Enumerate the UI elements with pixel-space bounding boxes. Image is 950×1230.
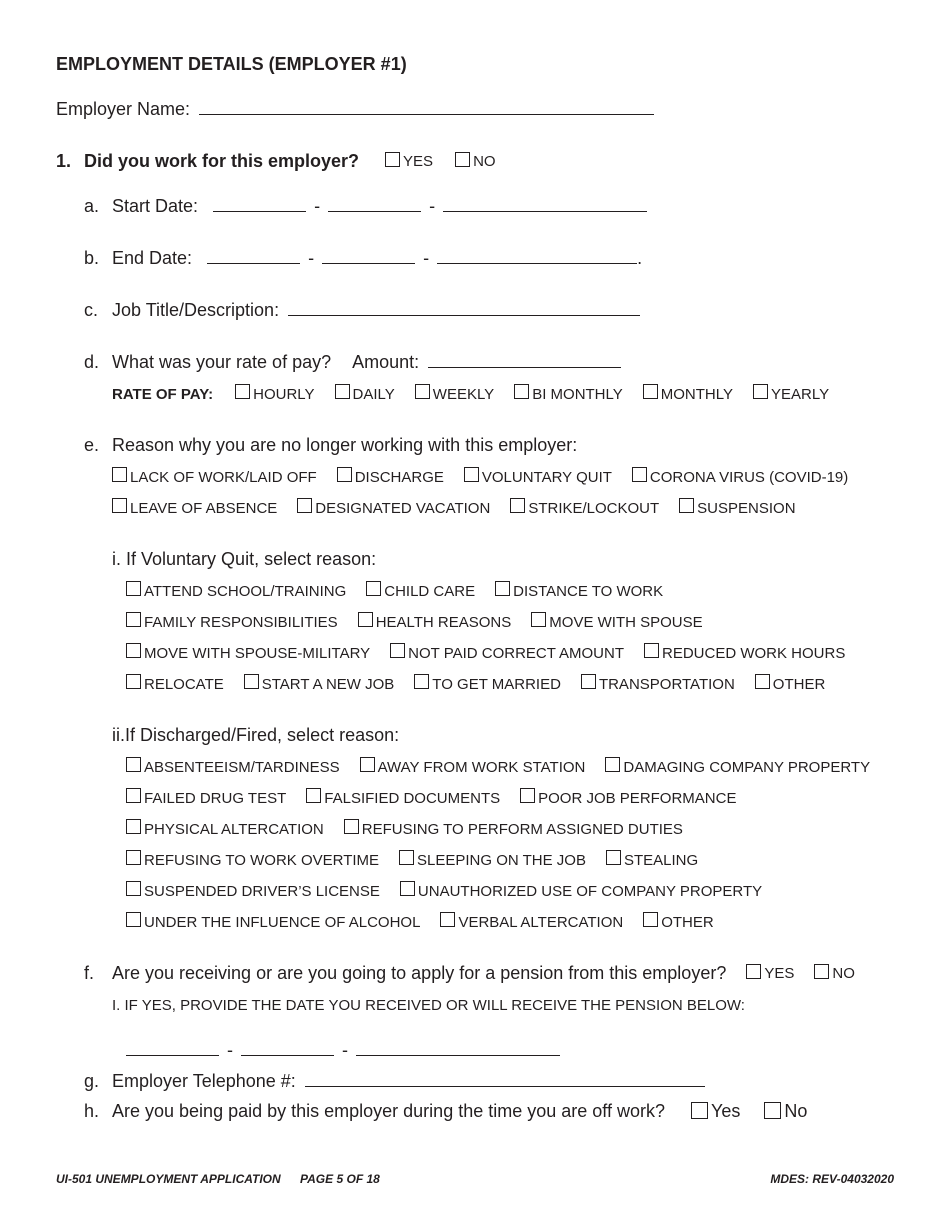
option-label: ATTEND SCHOOL/TRAINING (144, 582, 347, 600)
item-letter-a: a. (84, 196, 100, 216)
checkbox[interactable] (464, 467, 479, 482)
footer-page-number: PAGE 5 OF 18 (300, 1172, 380, 1186)
telephone-field[interactable] (305, 1072, 705, 1087)
checkbox[interactable] (126, 850, 141, 865)
pension-date-row (126, 1040, 560, 1061)
discharge-option[interactable] (360, 759, 586, 776)
date-separator: - (308, 248, 315, 268)
quit-option[interactable] (366, 583, 475, 600)
discharge-option[interactable] (399, 852, 586, 869)
option-label: POOR JOB PERFORMANCE (538, 789, 737, 807)
end-date-row (84, 248, 642, 269)
item-letter-g: g. (84, 1071, 100, 1091)
amount-label: Amount: (352, 352, 420, 372)
date-separator: - (314, 196, 321, 216)
checkbox[interactable] (514, 384, 529, 399)
reason-option[interactable] (464, 469, 612, 486)
discharge-option[interactable] (126, 883, 380, 900)
pension-month-field[interactable] (126, 1041, 219, 1056)
option-label: SLEEPING ON THE JOB (417, 851, 586, 869)
discharge-options-row (126, 881, 782, 901)
discharge-option[interactable] (606, 852, 698, 869)
checkbox[interactable] (358, 612, 373, 627)
checkbox[interactable] (126, 757, 141, 772)
paid-yes-option[interactable] (691, 1101, 740, 1122)
option-label: AWAY FROM WORK STATION (377, 758, 586, 776)
pension-date-instruction: I. IF YES, PROVIDE THE DATE YOU RECEIVED OR WILL RECEIVE THE PENSION BELOW: (112, 997, 745, 1014)
quit-option[interactable] (755, 676, 826, 693)
checkbox[interactable] (112, 467, 127, 482)
rate-option[interactable] (643, 386, 733, 403)
checkbox[interactable] (335, 384, 350, 399)
date-separator: - (342, 1040, 349, 1060)
option-label: STRIKE/LOCKOUT (528, 499, 660, 517)
discharge-option[interactable] (126, 852, 379, 869)
item-letter-h: h. (84, 1101, 100, 1121)
amount-field[interactable] (428, 353, 621, 368)
option-label: REFUSING TO PERFORM ASSIGNED DUTIES (361, 820, 683, 838)
quit-options-row (126, 581, 683, 601)
checkbox[interactable] (414, 674, 429, 689)
option-label: VOLUNTARY QUIT (481, 468, 612, 486)
rate-option[interactable] (235, 386, 314, 403)
checkbox[interactable] (126, 912, 141, 927)
option-label: YEARLY (771, 385, 830, 403)
q1-no-label: NO (473, 153, 496, 170)
discharge-options-row (126, 757, 890, 777)
checkbox[interactable] (495, 581, 510, 596)
quit-options-row (126, 643, 865, 663)
checkbox[interactable] (415, 384, 430, 399)
checkbox[interactable] (244, 674, 259, 689)
reason-option[interactable] (112, 500, 277, 517)
option-label: PHYSICAL ALTERCATION (144, 820, 324, 838)
option-label: No (784, 1101, 808, 1121)
item-letter-d: d. (84, 352, 100, 372)
checkbox[interactable] (126, 881, 141, 896)
checkbox[interactable] (755, 674, 770, 689)
reason-question (84, 435, 577, 456)
option-label: MONTHLY (660, 385, 733, 403)
job-title-label: Job Title/Description: (112, 300, 280, 320)
q1-yes-option[interactable] (385, 153, 433, 170)
question-1-text: Did you work for this employer? (84, 151, 360, 171)
pension-year-field[interactable] (356, 1041, 560, 1056)
quit-option[interactable] (390, 645, 624, 662)
quit-option[interactable] (495, 583, 663, 600)
quit-option[interactable] (358, 614, 512, 631)
checkbox[interactable] (400, 881, 415, 896)
start-date-month-field[interactable] (213, 197, 306, 212)
checkbox[interactable] (297, 498, 312, 513)
checkbox[interactable] (366, 581, 381, 596)
checkbox[interactable] (746, 964, 761, 979)
checkbox[interactable] (605, 757, 620, 772)
reason-option[interactable] (632, 469, 848, 486)
checkbox[interactable] (399, 850, 414, 865)
checkbox[interactable] (520, 788, 535, 803)
quit-option[interactable] (126, 614, 338, 631)
rate-of-pay-label: RATE OF PAY: (112, 385, 214, 403)
option-label: SUSPENSION (697, 499, 796, 517)
end-date-year-field[interactable] (437, 249, 637, 264)
item-letter-c: c. (84, 300, 99, 320)
start-date-day-field[interactable] (328, 197, 421, 212)
date-separator: - (423, 248, 430, 268)
option-label: FAMILY RESPONSIBILITIES (144, 613, 338, 631)
quit-option[interactable] (531, 614, 702, 631)
checkbox[interactable] (510, 498, 525, 513)
checkbox[interactable] (235, 384, 250, 399)
checkbox[interactable] (753, 384, 768, 399)
option-label: FALSIFIED DOCUMENTS (324, 789, 501, 807)
reason-label: Reason why you are no longer working with this employer: (112, 435, 578, 455)
rate-option[interactable] (753, 386, 829, 403)
item-letter-e: e. (84, 435, 100, 455)
voluntary-quit-heading: i. If Voluntary Quit, select reason: (112, 549, 377, 569)
discharge-option[interactable] (126, 790, 286, 807)
checkbox[interactable] (455, 152, 470, 167)
option-label: DESIGNATED VACATION (315, 499, 491, 517)
checkbox[interactable] (126, 788, 141, 803)
checkbox[interactable] (126, 674, 141, 689)
discharge-option[interactable] (643, 914, 714, 931)
quit-option[interactable] (126, 645, 370, 662)
option-label: Yes (710, 1101, 741, 1121)
option-label: TO GET MARRIED (432, 675, 561, 693)
option-label: STEALING (623, 851, 699, 869)
reason-option[interactable] (679, 500, 795, 517)
option-label: LACK OF WORK/LAID OFF (130, 468, 317, 486)
rate-of-pay-question: What was your rate of pay? (112, 352, 332, 372)
option-label: DISTANCE TO WORK (513, 582, 664, 600)
option-label: HOURLY (253, 385, 315, 403)
checkbox[interactable] (337, 467, 352, 482)
checkbox[interactable] (306, 788, 321, 803)
reason-option[interactable] (337, 469, 444, 486)
quit-option[interactable] (581, 676, 735, 693)
option-label: RELOCATE (144, 675, 224, 693)
option-label: OTHER (772, 675, 826, 693)
quit-options-row (126, 612, 723, 632)
rate-of-pay-options (112, 384, 849, 404)
checkbox[interactable] (126, 819, 141, 834)
checkbox[interactable] (126, 612, 141, 627)
checkbox[interactable] (440, 912, 455, 927)
option-label: NO (832, 965, 855, 982)
q1-yes-label: YES (403, 153, 434, 170)
end-period: . (637, 248, 643, 268)
checkbox[interactable] (385, 152, 400, 167)
checkbox[interactable] (112, 498, 127, 513)
option-label: VERBAL ALTERCATION (458, 913, 624, 931)
pension-day-field[interactable] (241, 1041, 334, 1056)
paid-off-work-question (84, 1101, 807, 1122)
end-date-day-field[interactable] (322, 249, 415, 264)
discharge-option[interactable] (344, 821, 683, 838)
reason-option[interactable] (112, 469, 317, 486)
date-separator: - (227, 1040, 234, 1060)
quit-option[interactable] (126, 583, 346, 600)
option-label: LEAVE OF ABSENCE (130, 499, 278, 517)
section-title: EMPLOYMENT DETAILS (EMPLOYER #1) (56, 54, 407, 74)
discharge-options-row (126, 788, 756, 808)
quit-option[interactable] (126, 676, 224, 693)
option-label: REDUCED WORK HOURS (662, 644, 846, 662)
footer-form-id (56, 1172, 380, 1186)
rate-of-pay-row (84, 352, 621, 373)
item-letter-b: b. (84, 248, 100, 268)
checkbox[interactable] (126, 643, 141, 658)
discharge-option[interactable] (605, 759, 870, 776)
checkbox[interactable] (814, 964, 829, 979)
pension-question (84, 963, 855, 984)
date-separator: - (429, 196, 436, 216)
option-label: OTHER (661, 913, 714, 931)
discharge-option[interactable] (126, 759, 340, 776)
checkbox[interactable] (644, 643, 659, 658)
checkbox[interactable] (531, 612, 546, 627)
discharge-options-row (126, 850, 718, 870)
discharge-options-row (126, 912, 734, 932)
checkbox[interactable] (643, 384, 658, 399)
paid-off-work-label: Are you being paid by this employer during the time you are off work? (112, 1101, 665, 1121)
reason-options-row-1 (112, 467, 868, 487)
option-label: REFUSING TO WORK OVERTIME (144, 851, 380, 869)
q1-no-option[interactable] (455, 153, 496, 170)
discharge-option[interactable] (400, 883, 762, 900)
start-date-year-field[interactable] (443, 197, 647, 212)
option-label: DISCHARGE (354, 468, 444, 486)
checkbox[interactable] (691, 1102, 708, 1119)
option-label: NOT PAID CORRECT AMOUNT (408, 644, 624, 662)
footer-form-name: UI-501 UNEMPLOYMENT APPLICATION (56, 1172, 281, 1186)
checkbox[interactable] (344, 819, 359, 834)
paid-no-option[interactable] (764, 1101, 807, 1122)
discharge-options-row (126, 819, 703, 839)
option-label: SUSPENDED DRIVER’S LICENSE (144, 882, 380, 900)
checkbox[interactable] (679, 498, 694, 513)
checkbox[interactable] (390, 643, 405, 658)
option-label: DAMAGING COMPANY PROPERTY (623, 758, 871, 776)
checkbox[interactable] (126, 581, 141, 596)
option-label: DAILY (352, 385, 395, 403)
option-label: BI MONTHLY (532, 385, 623, 403)
reason-options-row-2 (112, 498, 816, 518)
option-label: START A NEW JOB (261, 675, 395, 693)
discharge-option[interactable] (126, 821, 324, 838)
start-date-label: Start Date: (112, 196, 199, 216)
discharge-option[interactable] (440, 914, 623, 931)
employer-telephone-row (84, 1071, 705, 1092)
quit-option[interactable] (644, 645, 845, 662)
job-title-field[interactable] (288, 301, 640, 316)
discharge-option[interactable] (520, 790, 736, 807)
reason-option[interactable] (510, 500, 659, 517)
checkbox[interactable] (764, 1102, 781, 1119)
checkbox[interactable] (643, 912, 658, 927)
question-1-number: 1. (56, 151, 72, 171)
rate-option[interactable] (415, 386, 494, 403)
discharge-option[interactable] (126, 914, 420, 931)
job-title-row (84, 300, 640, 321)
pension-yes-option[interactable] (746, 965, 794, 982)
rate-option[interactable] (335, 386, 395, 403)
discharge-option[interactable] (306, 790, 500, 807)
footer-revision: MDES: REV-04032020 (770, 1172, 894, 1186)
quit-option[interactable] (244, 676, 395, 693)
option-label: YES (764, 965, 795, 982)
checkbox[interactable] (360, 757, 375, 772)
end-date-month-field[interactable] (207, 249, 300, 264)
pension-label: Are you receiving or are you going to apply for a pension from this employer? (112, 963, 727, 983)
option-label: FAILED DRUG TEST (144, 789, 287, 807)
employer-name-field[interactable] (199, 100, 654, 115)
end-date-label: End Date: (112, 248, 193, 268)
telephone-label: Employer Telephone #: (112, 1071, 296, 1091)
option-label: MOVE WITH SPOUSE (549, 613, 703, 631)
discharged-heading: ii.If Discharged/Fired, select reason: (112, 725, 400, 745)
question-1 (56, 151, 496, 172)
checkbox[interactable] (632, 467, 647, 482)
employer-name-row (56, 99, 654, 120)
quit-option[interactable] (414, 676, 561, 693)
option-label: MOVE WITH SPOUSE-MILITARY (144, 644, 371, 662)
item-letter-f: f. (84, 963, 95, 983)
option-label: WEEKLY (432, 385, 495, 403)
option-label: ABSENTEEISM/TARDINESS (144, 758, 340, 776)
checkbox[interactable] (606, 850, 621, 865)
reason-option[interactable] (297, 500, 490, 517)
option-label: HEALTH REASONS (375, 613, 512, 631)
option-label: UNDER THE INFLUENCE OF ALCOHOL (144, 913, 421, 931)
option-label: UNAUTHORIZED USE OF COMPANY PROPERTY (417, 882, 763, 900)
pension-no-option[interactable] (814, 965, 855, 982)
quit-options-row (126, 674, 845, 694)
employer-name-label: Employer Name: (56, 99, 191, 119)
option-label: CHILD CARE (384, 582, 476, 600)
checkbox[interactable] (581, 674, 596, 689)
option-label: CORONA VIRUS (COVID-19) (649, 468, 849, 486)
option-label: TRANSPORTATION (598, 675, 735, 693)
start-date-row (84, 196, 647, 217)
rate-option[interactable] (514, 386, 623, 403)
